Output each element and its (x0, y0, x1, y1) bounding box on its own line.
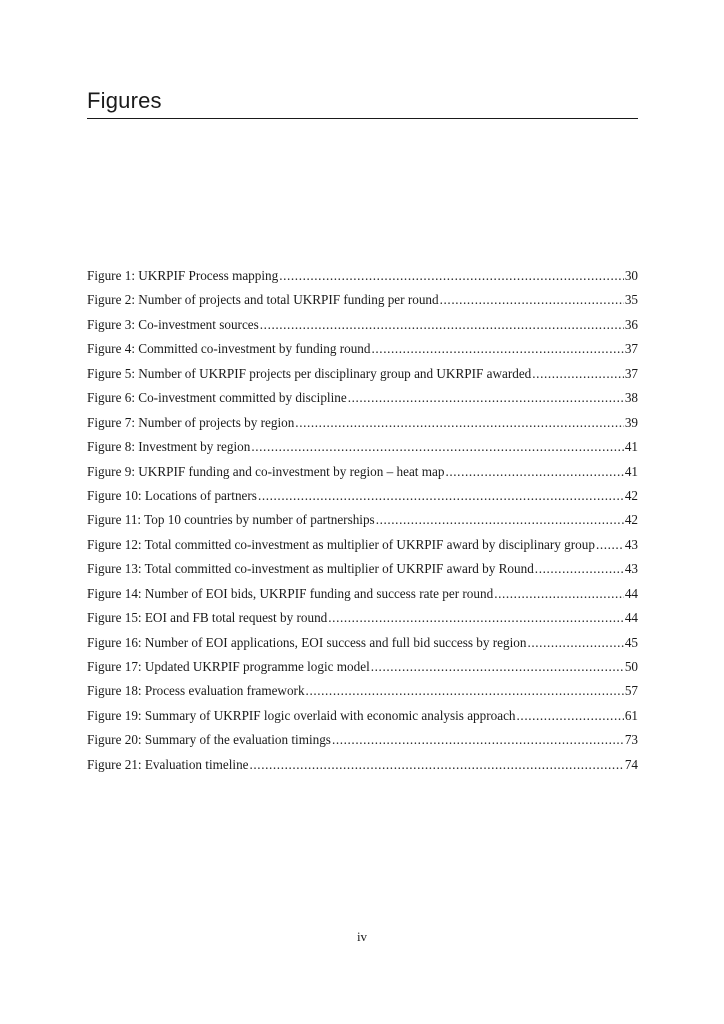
figure-entry-label: Figure 9: UKRPIF funding and co-investment by region – heat map (87, 463, 445, 479)
dot-leader (372, 337, 624, 361)
figure-entry[interactable] (87, 582, 638, 606)
figure-entry-label: Figure 3: Co-investment sources (87, 316, 259, 332)
dot-leader (494, 582, 624, 606)
figure-entry-page: 41 (624, 439, 638, 455)
dot-leader (532, 362, 624, 386)
dot-leader (295, 411, 624, 435)
dot-leader (250, 753, 624, 777)
figure-entry-page: 73 (624, 732, 638, 748)
page-title: Figures (87, 88, 162, 113)
figure-entry-page: 50 (624, 659, 638, 674)
figure-entry-page: 35 (624, 292, 638, 308)
figure-entry[interactable] (87, 460, 638, 484)
list-of-figures (87, 264, 638, 777)
figure-entry[interactable] (87, 508, 638, 532)
dot-leader (348, 386, 624, 410)
figure-entry[interactable] (87, 288, 638, 312)
figure-entry[interactable] (87, 435, 638, 459)
dot-leader (306, 679, 624, 703)
dot-leader (260, 313, 624, 337)
figure-entry-label: Figure 15: EOI and FB total request by round (87, 610, 328, 626)
figure-entry[interactable] (87, 631, 638, 655)
dot-leader (279, 264, 624, 288)
figure-entry[interactable] (87, 362, 638, 386)
figure-entry-page: 41 (624, 463, 638, 479)
figure-entry-page: 38 (624, 390, 638, 406)
figure-entry[interactable] (87, 606, 638, 630)
figure-entry-page: 30 (624, 268, 638, 283)
figure-entry-page: 74 (624, 756, 638, 772)
figure-entry-label: Figure 10: Locations of partners (87, 487, 257, 503)
figure-entry-label: Figure 11: Top 10 countries by number of partnerships (87, 512, 375, 528)
figure-entry[interactable] (87, 753, 638, 777)
figure-entry-label: Figure 4: Committed co-investment by funding round (87, 341, 371, 357)
dot-leader (258, 484, 624, 508)
figure-entry-label: Figure 19: Summary of UKRPIF logic overlaid with economic analysis approach (87, 707, 516, 723)
heading-divider (87, 118, 638, 119)
figure-entry-label: Figure 16: Number of EOI applications, EOI success and full bid success by region (87, 634, 527, 650)
figure-entry-label: Figure 14: Number of EOI bids, UKRPIF funding and success rate per round (87, 585, 494, 601)
dot-leader (440, 288, 624, 312)
figure-entry-label: Figure 12: Total committed co-investment as multiplier of UKRPIF award by disciplinary group (87, 536, 595, 552)
figure-entry-page: 44 (624, 610, 638, 626)
dot-leader (376, 508, 624, 532)
figure-entry-page: 36 (624, 316, 638, 332)
figure-entry-page: 43 (624, 561, 638, 577)
dot-leader (251, 435, 623, 459)
dot-leader (445, 460, 623, 484)
figure-entry-label: Figure 8: Investment by region (87, 439, 251, 455)
figure-entry-label: Figure 6: Co-investment committed by discipline (87, 390, 347, 406)
figure-entry-page: 43 (624, 536, 638, 552)
figure-entry-label: Figure 18: Process evaluation framework (87, 683, 305, 699)
figure-entry-page: 57 (624, 683, 638, 699)
figure-entry[interactable] (87, 386, 638, 410)
figure-entry-page: 37 (624, 341, 638, 357)
dot-leader (596, 533, 624, 557)
dot-leader (527, 631, 623, 655)
figure-entry-page: 42 (624, 487, 638, 503)
figure-entry-label: Figure 17: Updated UKRPIF programme logic model (87, 659, 370, 674)
figure-entry-label: Figure 21: Evaluation timeline (87, 756, 249, 772)
figure-entry-page: 44 (624, 585, 638, 601)
page-number: iv (356, 929, 368, 944)
figure-entry[interactable] (87, 679, 638, 703)
figure-entry-label: Figure 13: Total committed co-investment as multiplier of UKRPIF award by Round (87, 561, 534, 577)
figure-entry-label: Figure 5: Number of UKRPIF projects per disciplinary group and UKRPIF awarded (87, 365, 532, 381)
figure-entry-page: 61 (624, 707, 638, 723)
dot-leader (371, 655, 624, 679)
dot-leader (517, 704, 624, 728)
dot-leader (332, 728, 624, 752)
figure-entry-page: 39 (624, 414, 638, 430)
figure-entry[interactable] (87, 704, 638, 728)
figure-entry-page: 42 (624, 512, 638, 528)
dot-leader (328, 606, 624, 630)
figure-entry[interactable] (87, 264, 638, 288)
figure-entry-label: Figure 2: Number of projects and total UKRPIF funding per round (87, 292, 439, 308)
figure-entry-label: Figure 20: Summary of the evaluation timings (87, 732, 331, 748)
figure-entry[interactable] (87, 533, 638, 557)
figure-entry[interactable] (87, 484, 638, 508)
figure-entry-page: 37 (624, 365, 638, 381)
figure-entry[interactable] (87, 655, 638, 679)
figure-entry[interactable] (87, 313, 638, 337)
figure-entry-page: 45 (624, 634, 638, 650)
figure-entry[interactable] (87, 337, 638, 361)
figure-entry[interactable] (87, 411, 638, 435)
figure-entry-label: Figure 1: UKRPIF Process mapping (87, 268, 279, 283)
dot-leader (535, 557, 624, 581)
figure-entry-label: Figure 7: Number of projects by region (87, 414, 295, 430)
figure-entry[interactable] (87, 728, 638, 752)
figure-entry[interactable] (87, 557, 638, 581)
